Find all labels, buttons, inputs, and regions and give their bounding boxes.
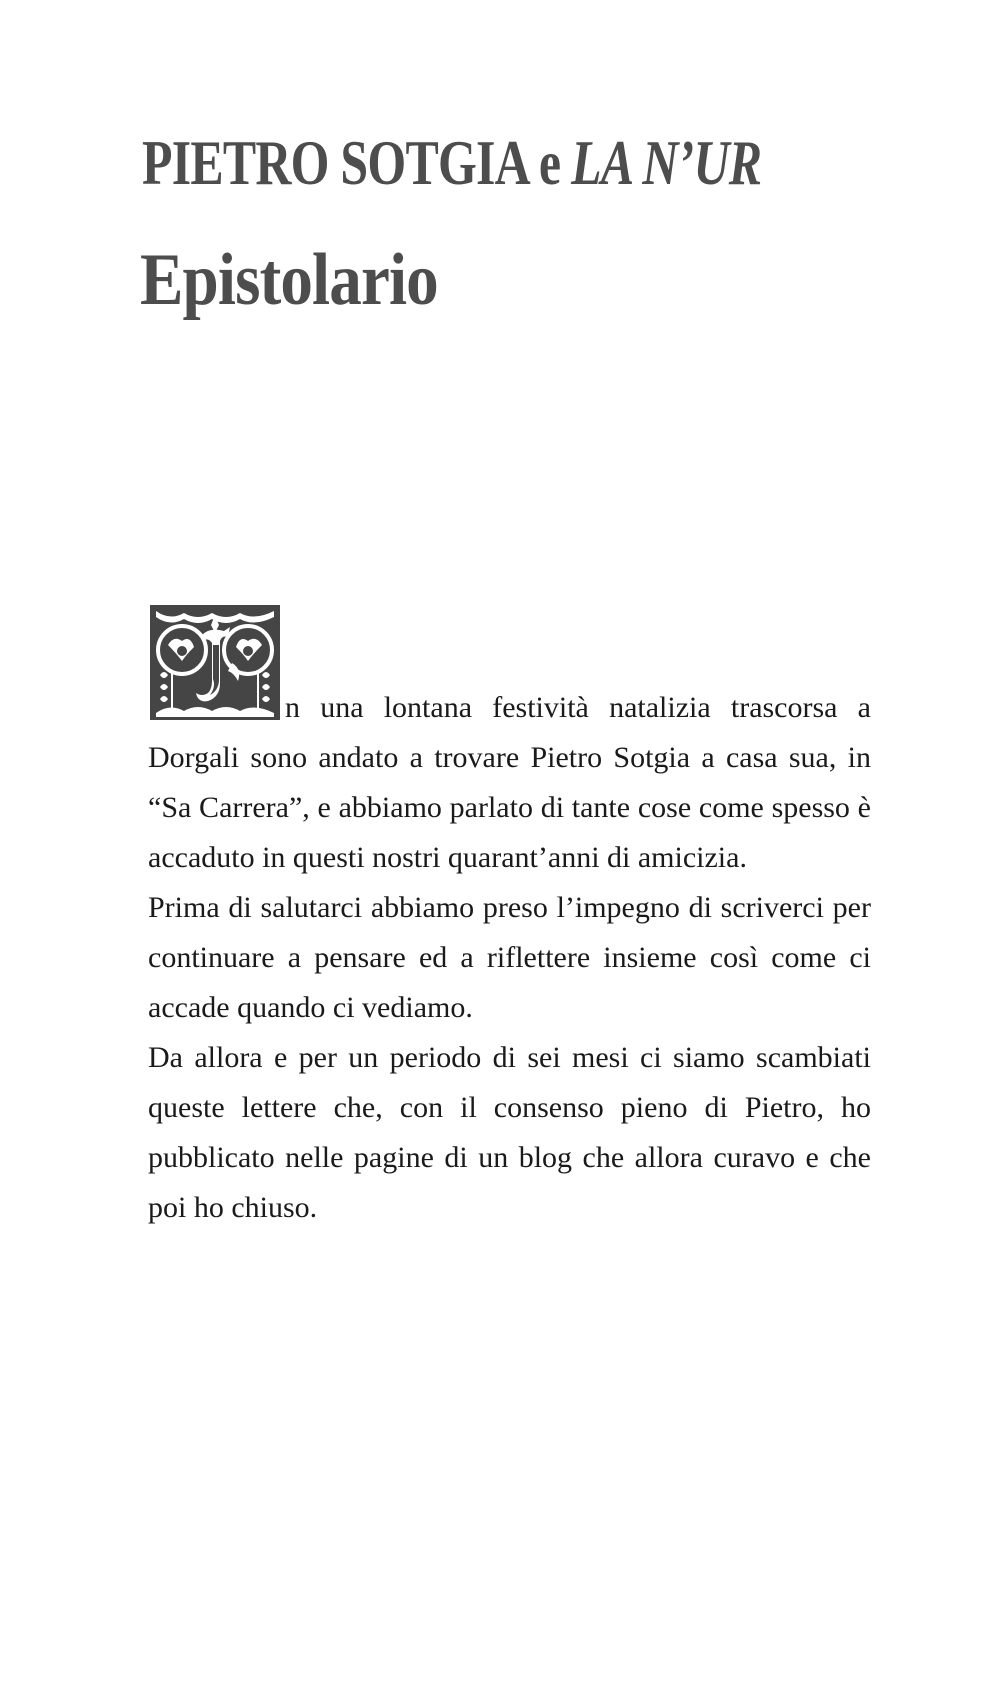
- text-line: Da allora e per un periodo di sei mesi ci siamo scambiati: [148, 1041, 871, 1074]
- text-line: accaduto in questi nostri quarant’anni di amicizia.: [148, 841, 747, 874]
- text-line: pubblicato nelle pagine di un blog che allora curavo e che: [148, 1141, 871, 1174]
- text-line: “Sa Carrera”, e abbiamo parlato di tante cose come spesso è: [148, 791, 871, 824]
- title-authors: PIETRO SOTGIA e: [142, 127, 561, 198]
- book-title: [142, 128, 761, 198]
- text-line: poi ho chiuso.: [148, 1191, 318, 1224]
- book-subtitle: Epistolario: [140, 239, 438, 321]
- intro-paragraph: [148, 683, 871, 1233]
- text-line: n una lontana festività natalizia trascorsa a: [285, 691, 871, 724]
- text-line: queste lettere che, con il consenso pieno di Pietro, ho: [148, 1091, 871, 1124]
- text-line: Dorgali sono andato a trovare Pietro Sotgia a casa sua, in: [148, 741, 871, 774]
- text-line: accade quando ci vediamo.: [148, 991, 473, 1024]
- text-line: Prima di salutarci abbiamo preso l’impegno di scriverci per: [148, 891, 871, 924]
- title-italic-name: LA N’UR: [571, 127, 762, 198]
- text-line: continuare a pensare ed a riflettere insieme così come ci: [148, 941, 871, 974]
